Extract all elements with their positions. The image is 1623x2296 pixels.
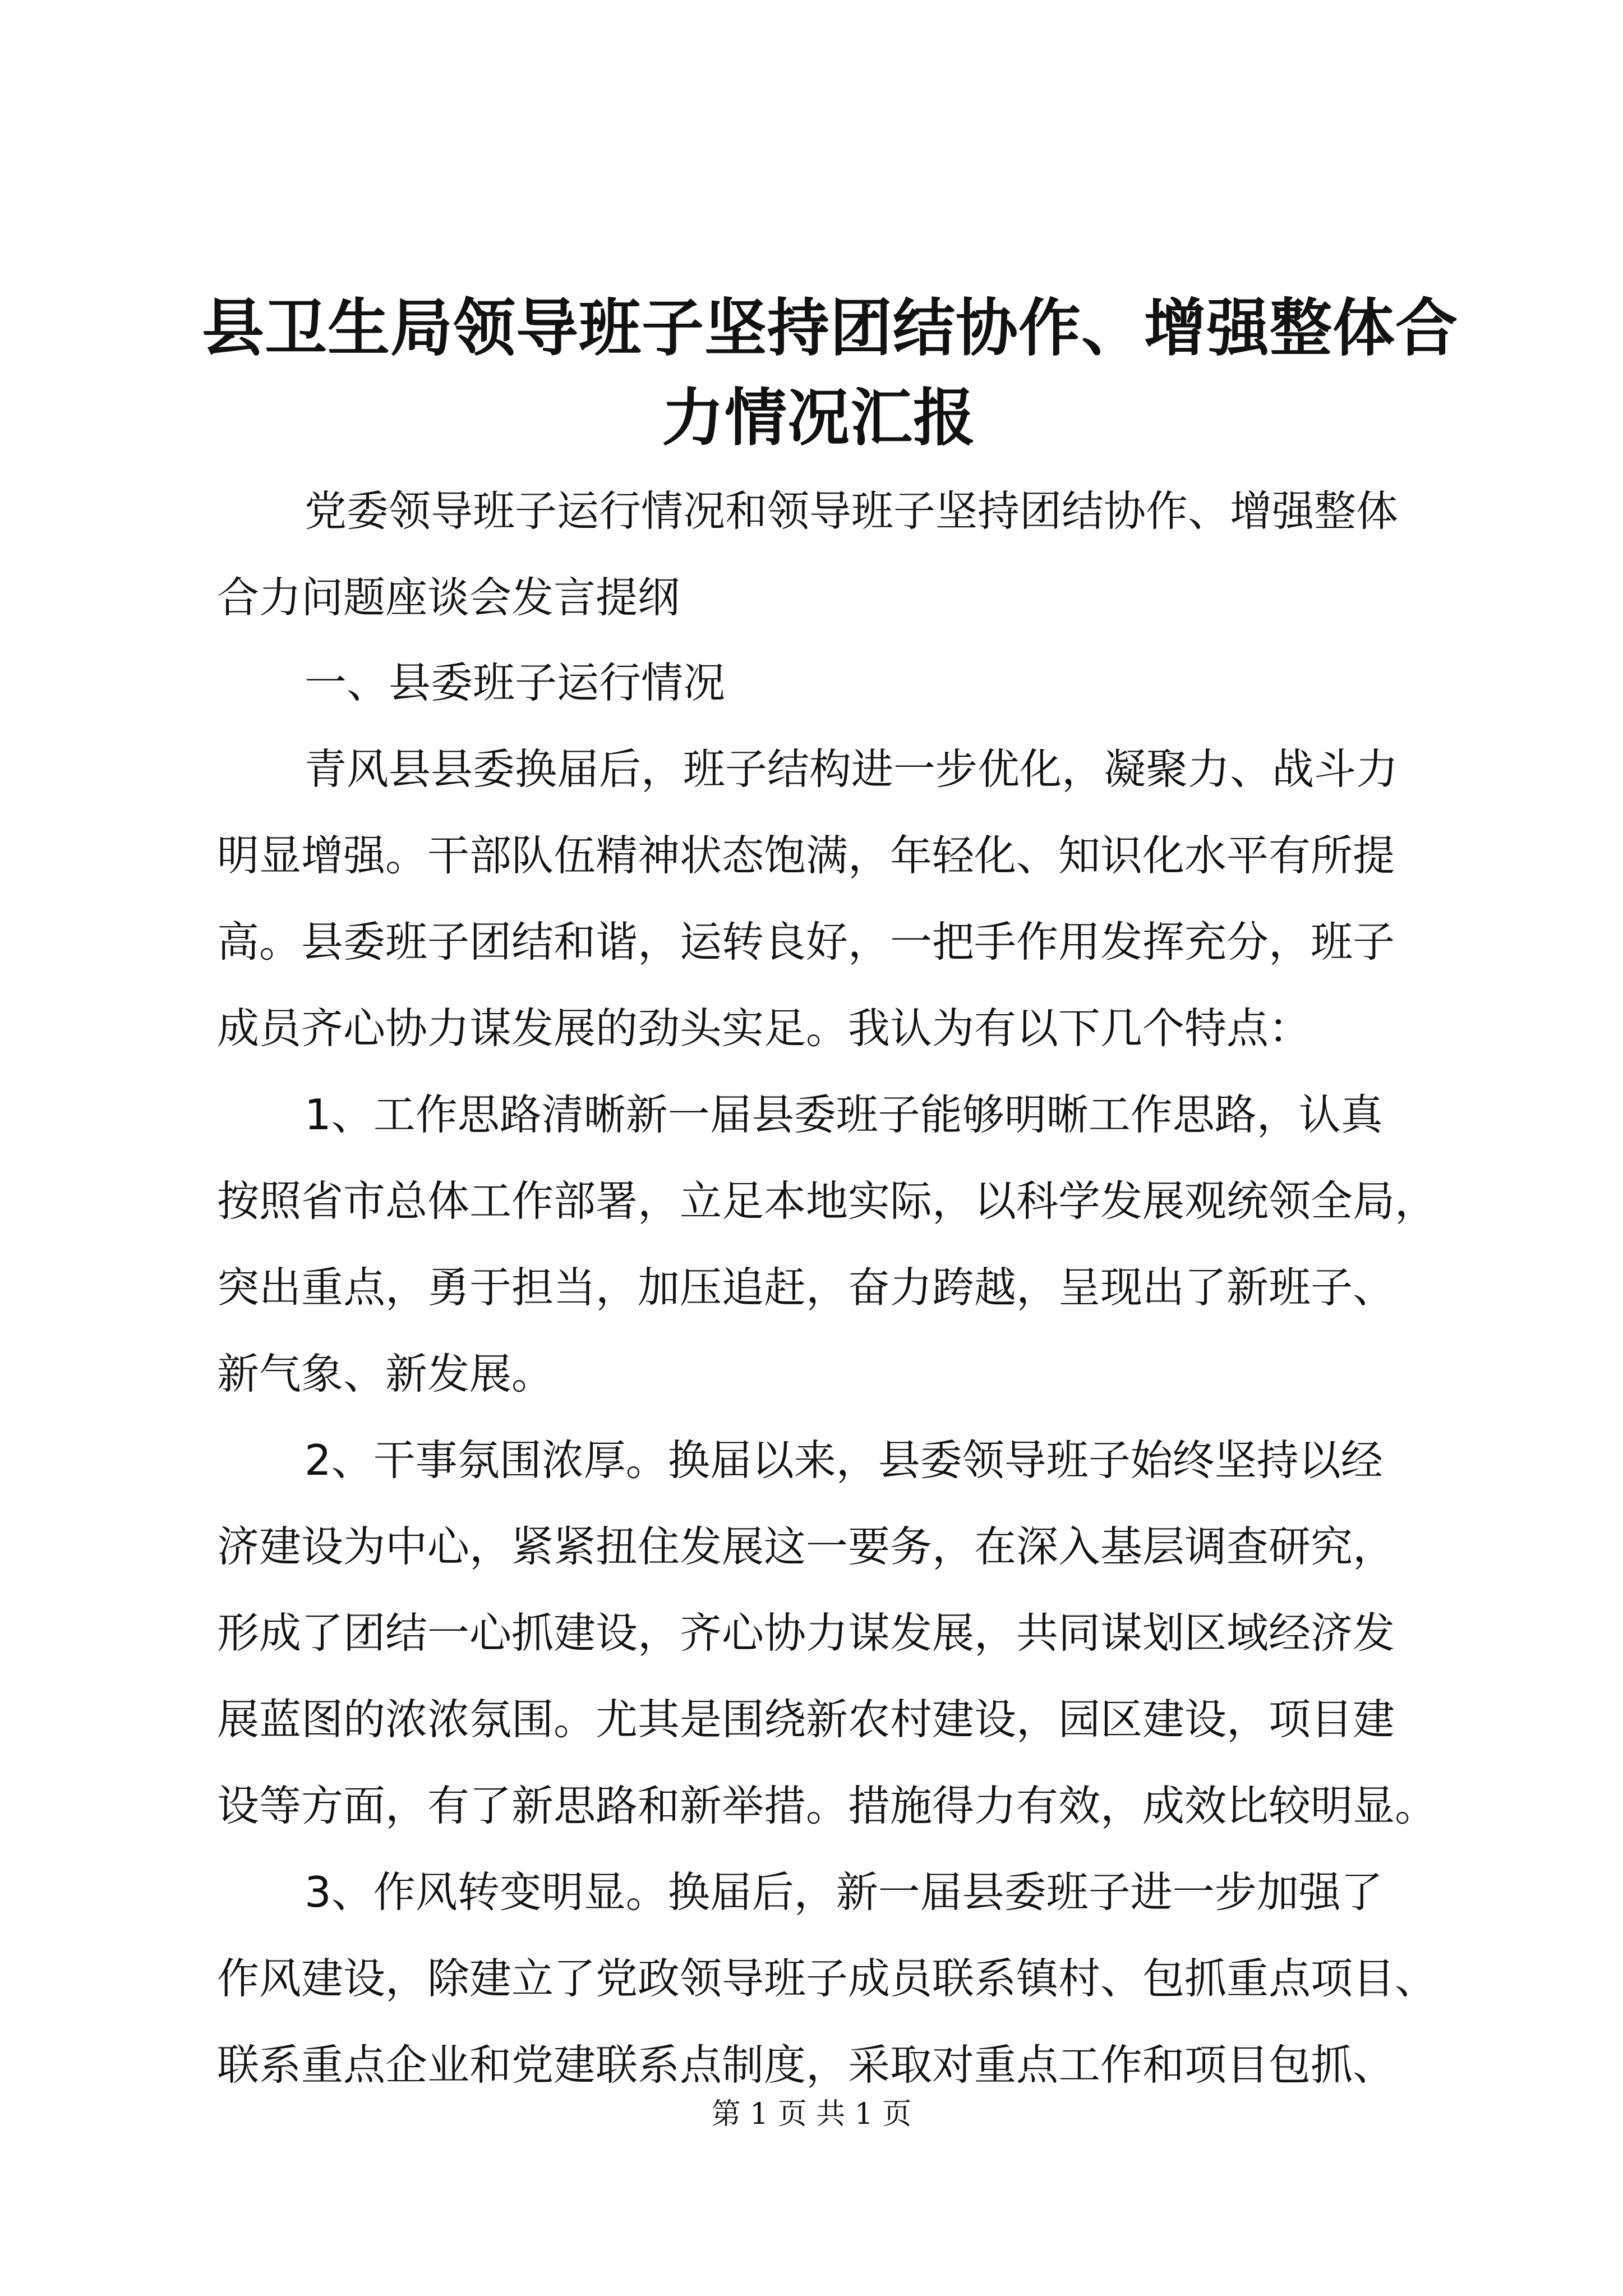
paragraph-line: 高。县委班子团结和谐，运转良好，一把手作用发挥充分，班子 — [217, 917, 1395, 967]
paragraph-line: 青风县县委换届后，班子结构进一步优化，凝聚力、战斗力 — [305, 744, 1399, 794]
paragraph-line: 新气象、新发展。 — [217, 1349, 554, 1398]
paragraph-line: 明显增强。干部队伍精神状态饱满，年轻化、知识化水平有所提 — [217, 831, 1395, 880]
paragraph-line: 3、作风转变明显。换届后，新一届县委班子进一步加强了 — [305, 1867, 1383, 1917]
paragraph-line: 1、工作思路清晰新一届县委班子能够明晰工作思路，认真 — [305, 1090, 1383, 1139]
paragraph-line: 合力问题座谈会发言提纲 — [217, 573, 680, 622]
paragraph-line: 一、县委班子运行情况 — [305, 658, 726, 707]
paragraph-line: 2、干事氛围浓厚。换届以来，县委领导班子始终坚持以经 — [305, 1435, 1383, 1485]
paragraph-line: 按照省市总体工作部署，立足本地实际，以科学发展观统领全局， — [217, 1176, 1437, 1226]
paragraph-line: 济建设为中心，紧紧扭住发展这一要务，在深入基层调查研究， — [217, 1522, 1395, 1571]
title-line: 县卫生局领导班子坚持团结协作、增强整体合 — [202, 292, 1459, 365]
title-line: 力情况汇报 — [661, 381, 976, 454]
document-title — [202, 283, 1459, 463]
paragraph-line: 形成了团结一心抓建设，齐心协力谋发展，共同谋划区域经济发 — [217, 1608, 1395, 1658]
paragraph-line: 党委领导班子运行情况和领导班子坚持团结协作、增强整体 — [305, 486, 1399, 536]
page-footer: 第 1 页 共 1 页 — [711, 2097, 912, 2131]
paragraph-line: 突出重点，勇于担当，加压追赶，奋力跨越，呈现出了新班子、 — [217, 1263, 1395, 1312]
paragraph-line: 设等方面，有了新思路和新举措。措施得力有效，成效比较明显。 — [217, 1781, 1437, 1830]
paragraph-line: 联系重点企业和党建联系点制度，采取对重点工作和项目包抓、 — [217, 2040, 1395, 2090]
paragraph-line: 展蓝图的浓浓氛围。尤其是围绕新农村建设，园区建设，项目建 — [217, 1695, 1395, 1744]
paragraph-line: 成员齐心协力谋发展的劲头实足。我认为有以下几个特点： — [217, 1004, 1311, 1053]
paragraph-line: 作风建设，除建立了党政领导班子成员联系镇村、包抓重点项目、 — [217, 1954, 1437, 2003]
